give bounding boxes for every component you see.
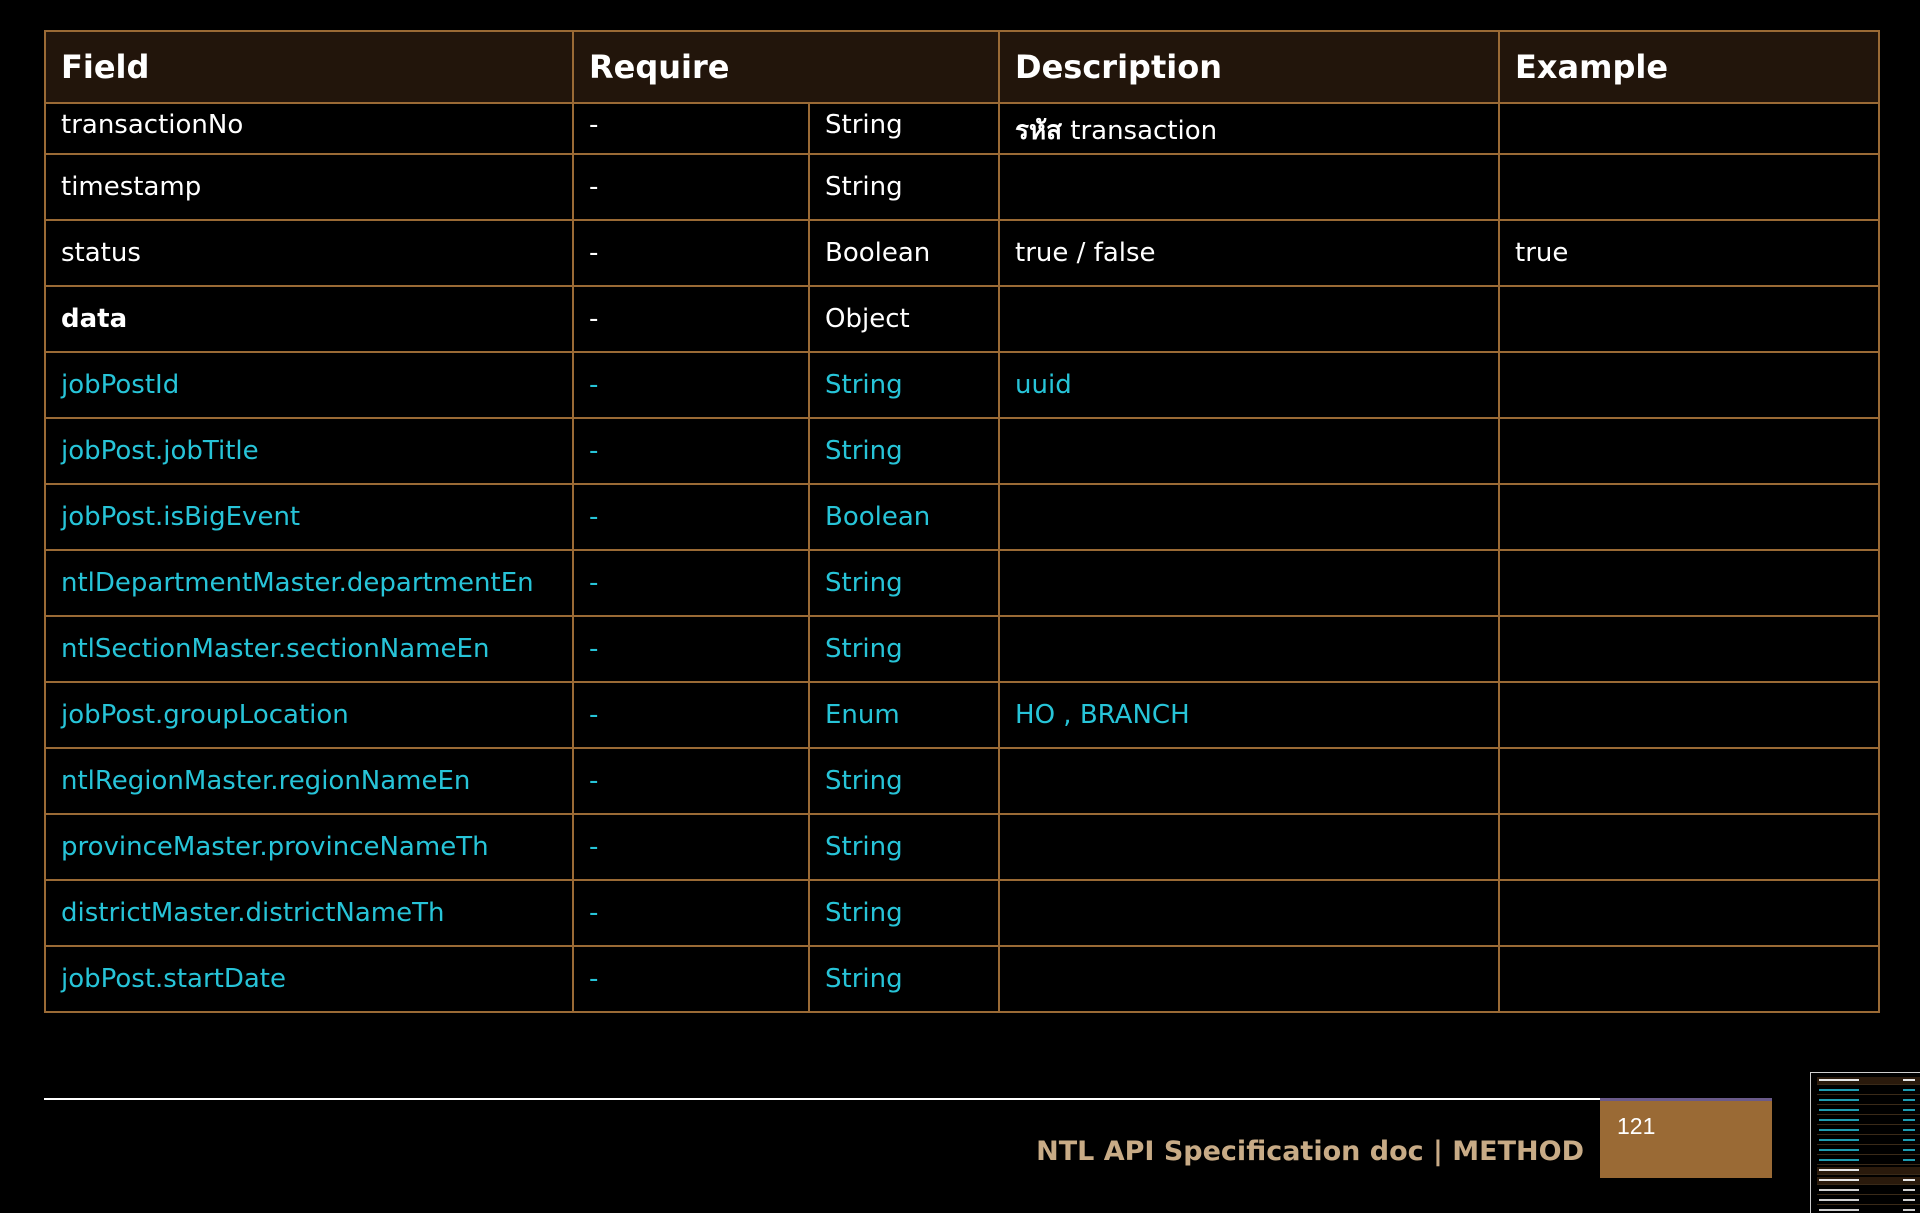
footer-title: NTL API Specification doc | METHOD: [1036, 1136, 1584, 1167]
cell-type: String: [809, 748, 999, 814]
cell-description: [999, 484, 1499, 550]
cell-field: jobPost.startDate: [45, 946, 573, 1012]
cell-field: data: [45, 286, 573, 352]
thumbnail-line: [1817, 1137, 1920, 1145]
cell-description: [999, 550, 1499, 616]
thumbnail-line: [1817, 1147, 1920, 1155]
cell-description: [999, 880, 1499, 946]
cell-example: [1499, 418, 1879, 484]
cell-require: -: [573, 880, 809, 946]
cell-description: [999, 616, 1499, 682]
cell-example: true: [1499, 220, 1879, 286]
cell-require: -: [573, 220, 809, 286]
cell-example: [1499, 286, 1879, 352]
cell-description: [999, 286, 1499, 352]
header-description: Description: [999, 31, 1499, 103]
page-number-box: [1600, 1098, 1772, 1178]
cell-description: uuid: [999, 352, 1499, 418]
cell-field: ntlSectionMaster.sectionNameEn: [45, 616, 573, 682]
cell-type: String: [809, 880, 999, 946]
cell-type: String: [809, 946, 999, 1012]
cell-description: [999, 154, 1499, 220]
cell-type: String: [809, 814, 999, 880]
api-spec-table: [44, 30, 1880, 1013]
table-row: [45, 352, 1879, 418]
cell-field: provinceMaster.provinceNameTh: [45, 814, 573, 880]
table-row: [45, 616, 1879, 682]
cell-description: true / false: [999, 220, 1499, 286]
thumbnail-line: [1817, 1077, 1920, 1085]
cell-require: -: [573, 286, 809, 352]
thumbnail-line: [1817, 1097, 1920, 1105]
cell-example: [1499, 352, 1879, 418]
table-row: [45, 550, 1879, 616]
thumbnail-line: [1817, 1107, 1920, 1115]
thumbnail-line: [1817, 1157, 1920, 1165]
cell-example: [1499, 154, 1879, 220]
table-row: [45, 286, 1879, 352]
thumbnail-line: [1817, 1127, 1920, 1135]
thumbnail-line: [1817, 1197, 1920, 1205]
footer-divider: [44, 1098, 1600, 1100]
thumbnail-line: [1817, 1207, 1920, 1213]
header-require: Require: [573, 31, 999, 103]
cell-description: [999, 748, 1499, 814]
cell-require: -: [573, 352, 809, 418]
table-row: [45, 220, 1879, 286]
cell-require: -: [573, 103, 809, 154]
cell-field: transactionNo: [45, 103, 573, 154]
table-row: [45, 814, 1879, 880]
cell-description: HO , BRANCH: [999, 682, 1499, 748]
table-header-row: [45, 31, 1879, 103]
cell-description: [999, 418, 1499, 484]
cell-require: -: [573, 616, 809, 682]
table-row: [45, 682, 1879, 748]
cell-description-thai: รหัส: [1015, 116, 1062, 146]
cell-require: -: [573, 814, 809, 880]
cell-field: districtMaster.districtNameTh: [45, 880, 573, 946]
table-row: [45, 484, 1879, 550]
thumbnail-line: [1817, 1177, 1920, 1185]
table-row: [45, 946, 1879, 1012]
cell-field: timestamp: [45, 154, 573, 220]
cell-example: [1499, 880, 1879, 946]
cell-type: String: [809, 418, 999, 484]
cell-type: Enum: [809, 682, 999, 748]
table-row: [45, 880, 1879, 946]
cell-type: Boolean: [809, 220, 999, 286]
cell-require: -: [573, 946, 809, 1012]
thumbnail-line: [1817, 1117, 1920, 1125]
cell-example: [1499, 748, 1879, 814]
cell-example: [1499, 616, 1879, 682]
slide-thumbnail[interactable]: [1810, 1072, 1920, 1213]
thumbnail-line: [1817, 1187, 1920, 1195]
cell-require: -: [573, 154, 809, 220]
table-row: [45, 748, 1879, 814]
cell-example: [1499, 682, 1879, 748]
cell-example: [1499, 550, 1879, 616]
cell-example: [1499, 484, 1879, 550]
cell-field: jobPostId: [45, 352, 573, 418]
cell-field: jobPost.isBigEvent: [45, 484, 573, 550]
thumbnail-line: [1817, 1167, 1920, 1175]
thumbnail-line: [1817, 1087, 1920, 1095]
cell-example: [1499, 946, 1879, 1012]
cell-type: String: [809, 550, 999, 616]
cell-type: String: [809, 616, 999, 682]
header-example: Example: [1499, 31, 1879, 103]
cell-description: รหัส transaction: [999, 103, 1499, 154]
cell-description: [999, 814, 1499, 880]
cell-type: Object: [809, 286, 999, 352]
page-number: 121: [1617, 1113, 1656, 1139]
cell-require: -: [573, 484, 809, 550]
cell-type: Boolean: [809, 484, 999, 550]
cell-require: -: [573, 748, 809, 814]
cell-require: -: [573, 550, 809, 616]
cell-example: [1499, 814, 1879, 880]
cell-require: -: [573, 682, 809, 748]
cell-field: ntlRegionMaster.regionNameEn: [45, 748, 573, 814]
header-field: Field: [45, 31, 573, 103]
table-row: [45, 103, 1879, 154]
cell-field: jobPost.jobTitle: [45, 418, 573, 484]
cell-description: [999, 946, 1499, 1012]
table-row: [45, 418, 1879, 484]
cell-field: status: [45, 220, 573, 286]
cell-type: String: [809, 154, 999, 220]
cell-example: [1499, 103, 1879, 154]
cell-field: jobPost.groupLocation: [45, 682, 573, 748]
cell-type: String: [809, 103, 999, 154]
cell-type: String: [809, 352, 999, 418]
cell-field: ntlDepartmentMaster.departmentEn: [45, 550, 573, 616]
cell-require: -: [573, 418, 809, 484]
table-row: [45, 154, 1879, 220]
